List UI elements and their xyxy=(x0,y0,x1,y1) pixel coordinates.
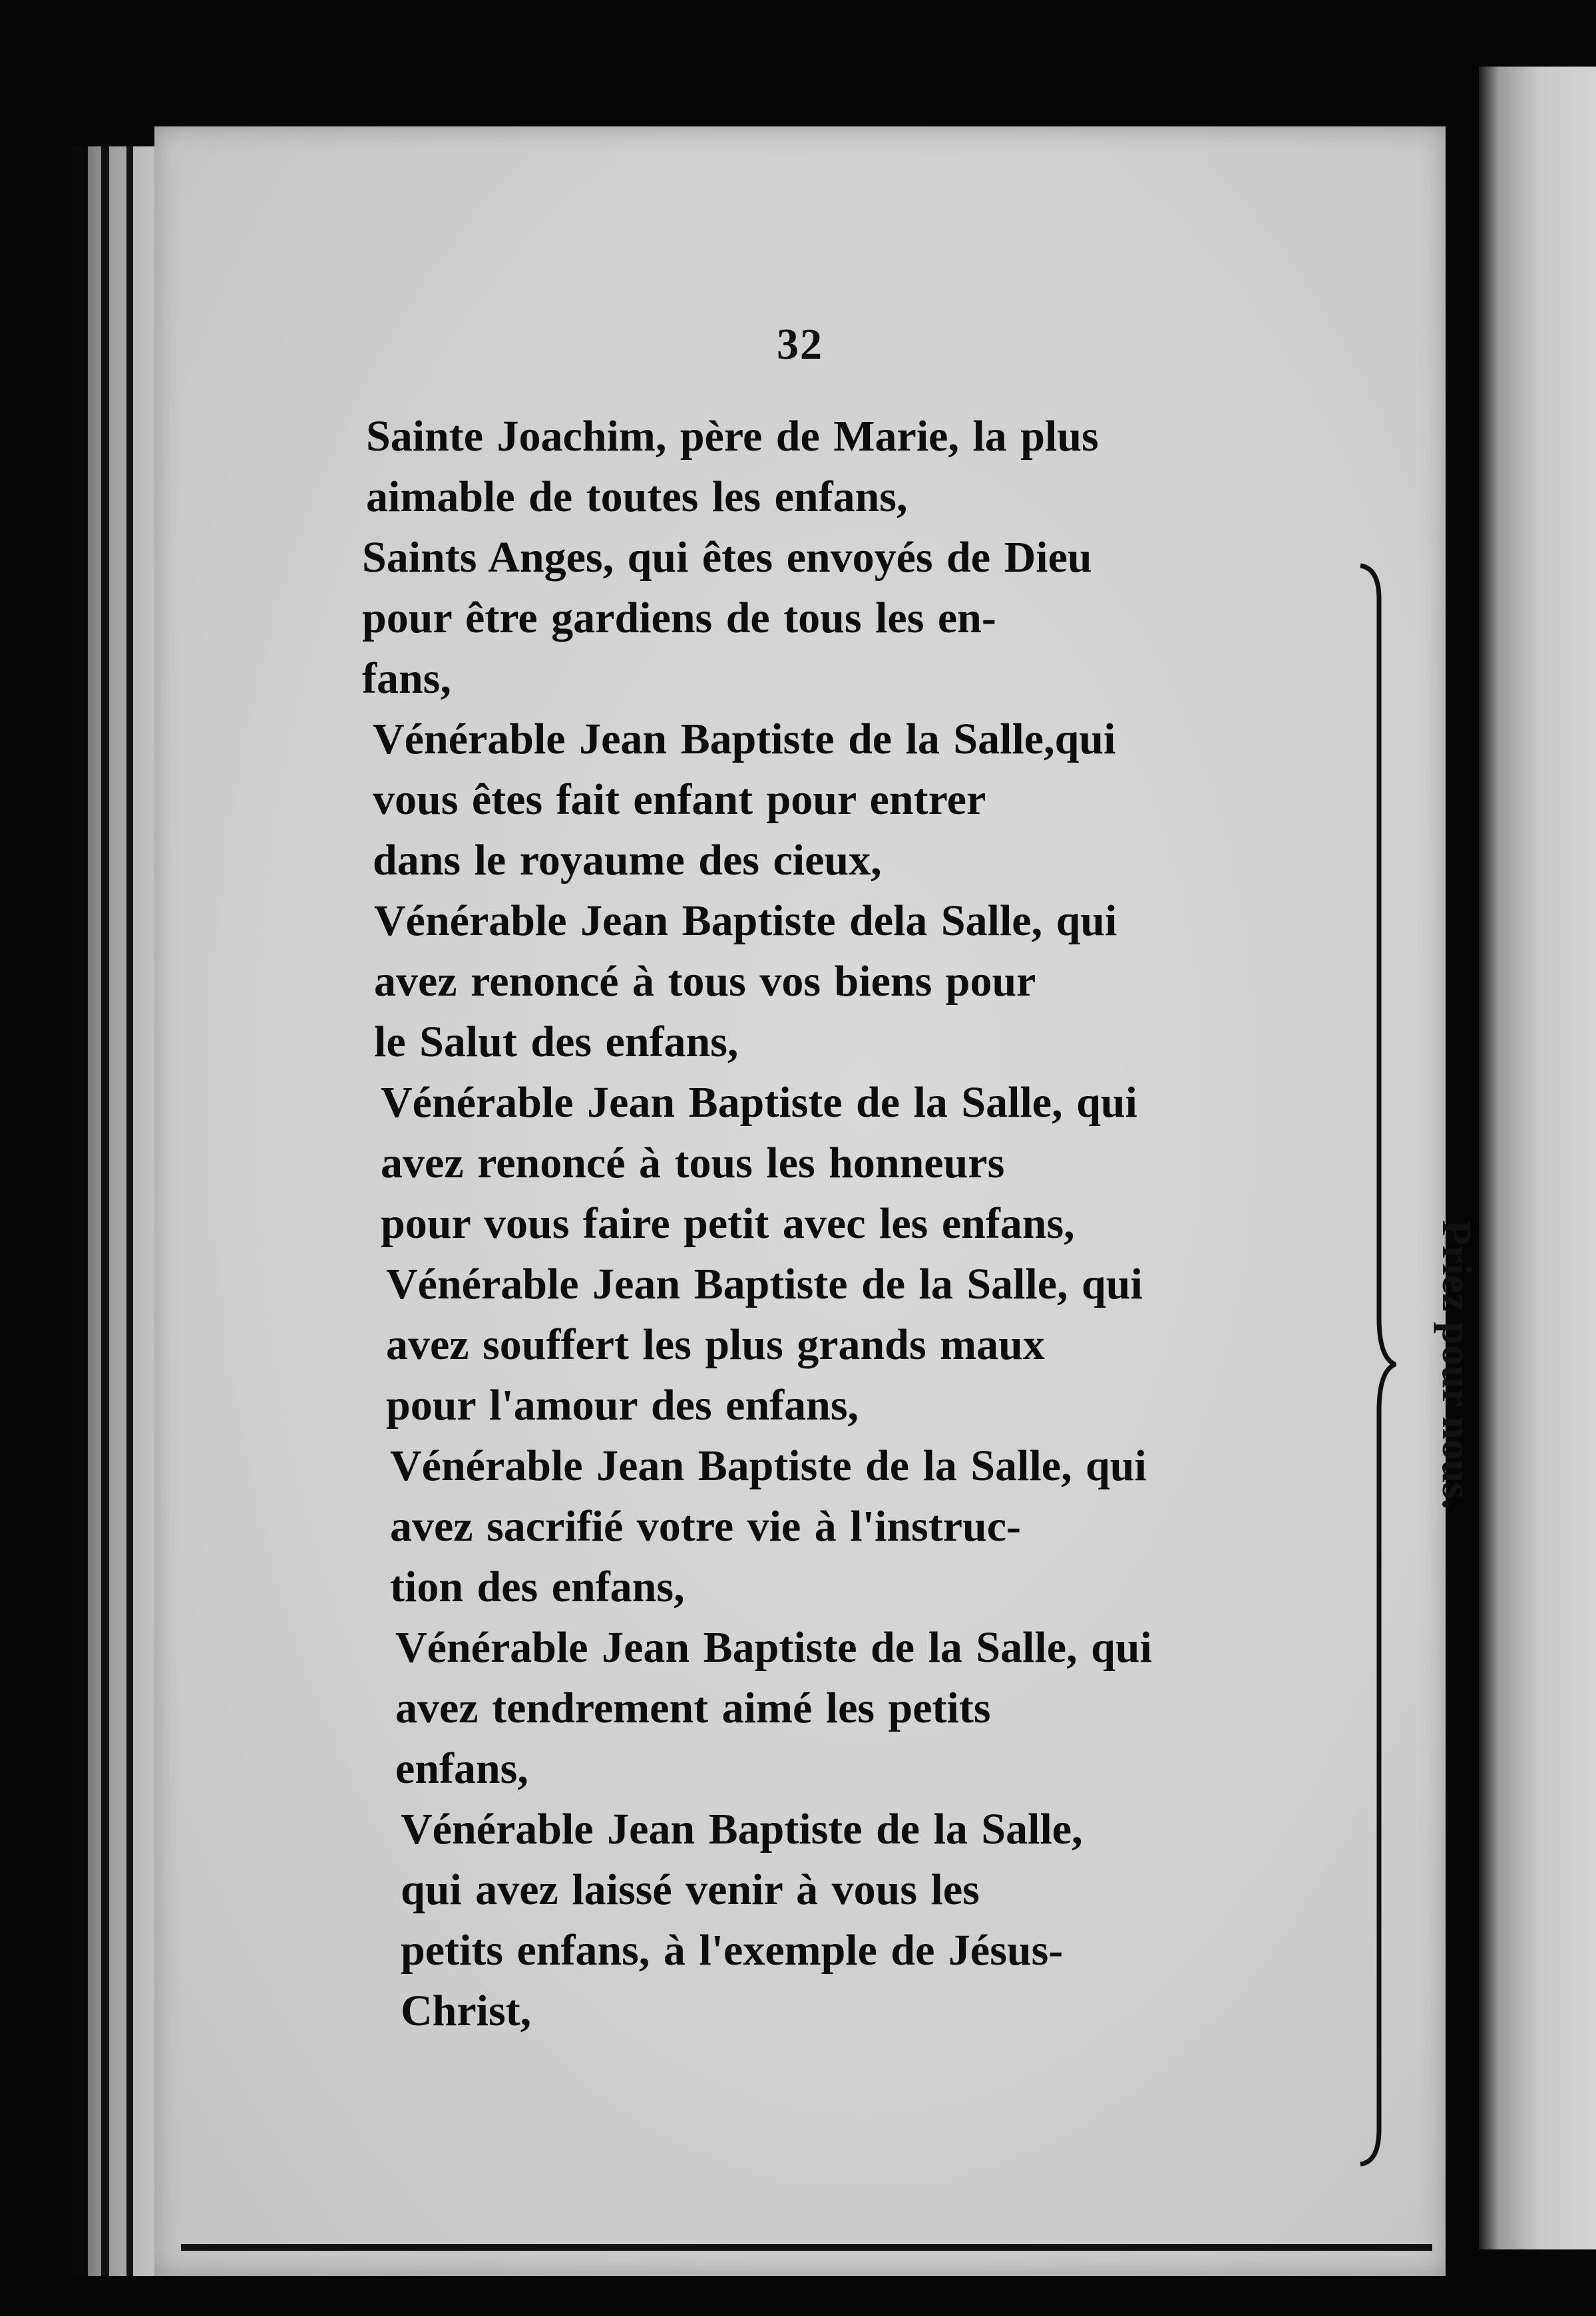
entry-line: avez renoncé à tous vos biens pour xyxy=(374,957,1036,1006)
entry-line: Saints Anges, qui êtes envoyés de Dieu xyxy=(362,533,1092,582)
page-bottom-rule xyxy=(181,2244,1432,2251)
entry-line: Vénérable Jean Baptiste de la Salle, xyxy=(401,1805,1083,1853)
entry-line: Christ, xyxy=(401,1987,532,2035)
litany-entry xyxy=(390,1436,1362,1617)
entry-line: vous êtes fait enfant pour entrer xyxy=(373,775,986,824)
curly-brace xyxy=(1356,559,1396,2170)
litany-entry xyxy=(373,709,1344,890)
entry-line: Vénérable Jean Baptiste de la Salle, qui xyxy=(386,1260,1143,1308)
entry-line: pour vous faire petit avec les enfans, xyxy=(381,1199,1075,1248)
litany-entry xyxy=(401,1799,1372,2041)
response-text: Priez pour nous. xyxy=(1433,1219,1479,1509)
entry-line: avez souffert les plus grands maux xyxy=(386,1320,1045,1369)
entry-line: Vénérable Jean Baptiste de la Salle, qui xyxy=(381,1078,1137,1127)
entry-line: qui avez laissé venir à vous les xyxy=(401,1865,980,1914)
litany-entry xyxy=(395,1617,1367,1799)
litany-entry xyxy=(374,890,1346,1072)
book-binding-edge xyxy=(72,146,158,2276)
entry-line: tion des enfans, xyxy=(390,1563,685,1611)
litany-entry xyxy=(362,527,1334,709)
entry-line: petits enfans, à l'exemple de Jésus- xyxy=(401,1926,1064,1975)
entry-line: avez tendrement aimé les petits xyxy=(395,1684,991,1732)
entry-line: pour être gardiens de tous les en- xyxy=(362,594,996,642)
book-page xyxy=(154,126,1479,2276)
entry-line: avez renoncé à tous les honneurs xyxy=(381,1139,1005,1187)
entry-line: fans, xyxy=(362,654,451,703)
adjacent-page-edge xyxy=(1479,67,1596,2249)
litany-entry xyxy=(386,1254,1358,1436)
entry-line: le Salut des enfans, xyxy=(374,1018,739,1066)
litany-entry xyxy=(381,1072,1352,1254)
entry-line: aimable de toutes les enfans, xyxy=(366,473,908,521)
entry-line: Sainte Joachim, père de Marie, la plus xyxy=(366,412,1099,461)
response-column xyxy=(1419,1178,1492,1551)
page-number: 32 xyxy=(777,320,823,369)
entry-line: dans le royaume des cieux, xyxy=(373,836,882,884)
entry-line: Vénérable Jean Baptiste de la Salle,qui xyxy=(373,715,1116,763)
entry-line: Vénérable Jean Baptiste de la Salle, qui xyxy=(390,1442,1147,1490)
litany-text xyxy=(362,406,1431,2041)
entry-line: Vénérable Jean Baptiste dela Salle, qui xyxy=(374,896,1117,945)
entry-line: avez sacrifié votre vie à l'instruc- xyxy=(390,1502,1021,1551)
entry-line: pour l'amour des enfans, xyxy=(386,1381,859,1430)
entry-line: enfans, xyxy=(395,1744,528,1793)
entry-line: Vénérable Jean Baptiste de la Salle, qui xyxy=(395,1623,1152,1672)
litany-entry xyxy=(366,406,1338,527)
